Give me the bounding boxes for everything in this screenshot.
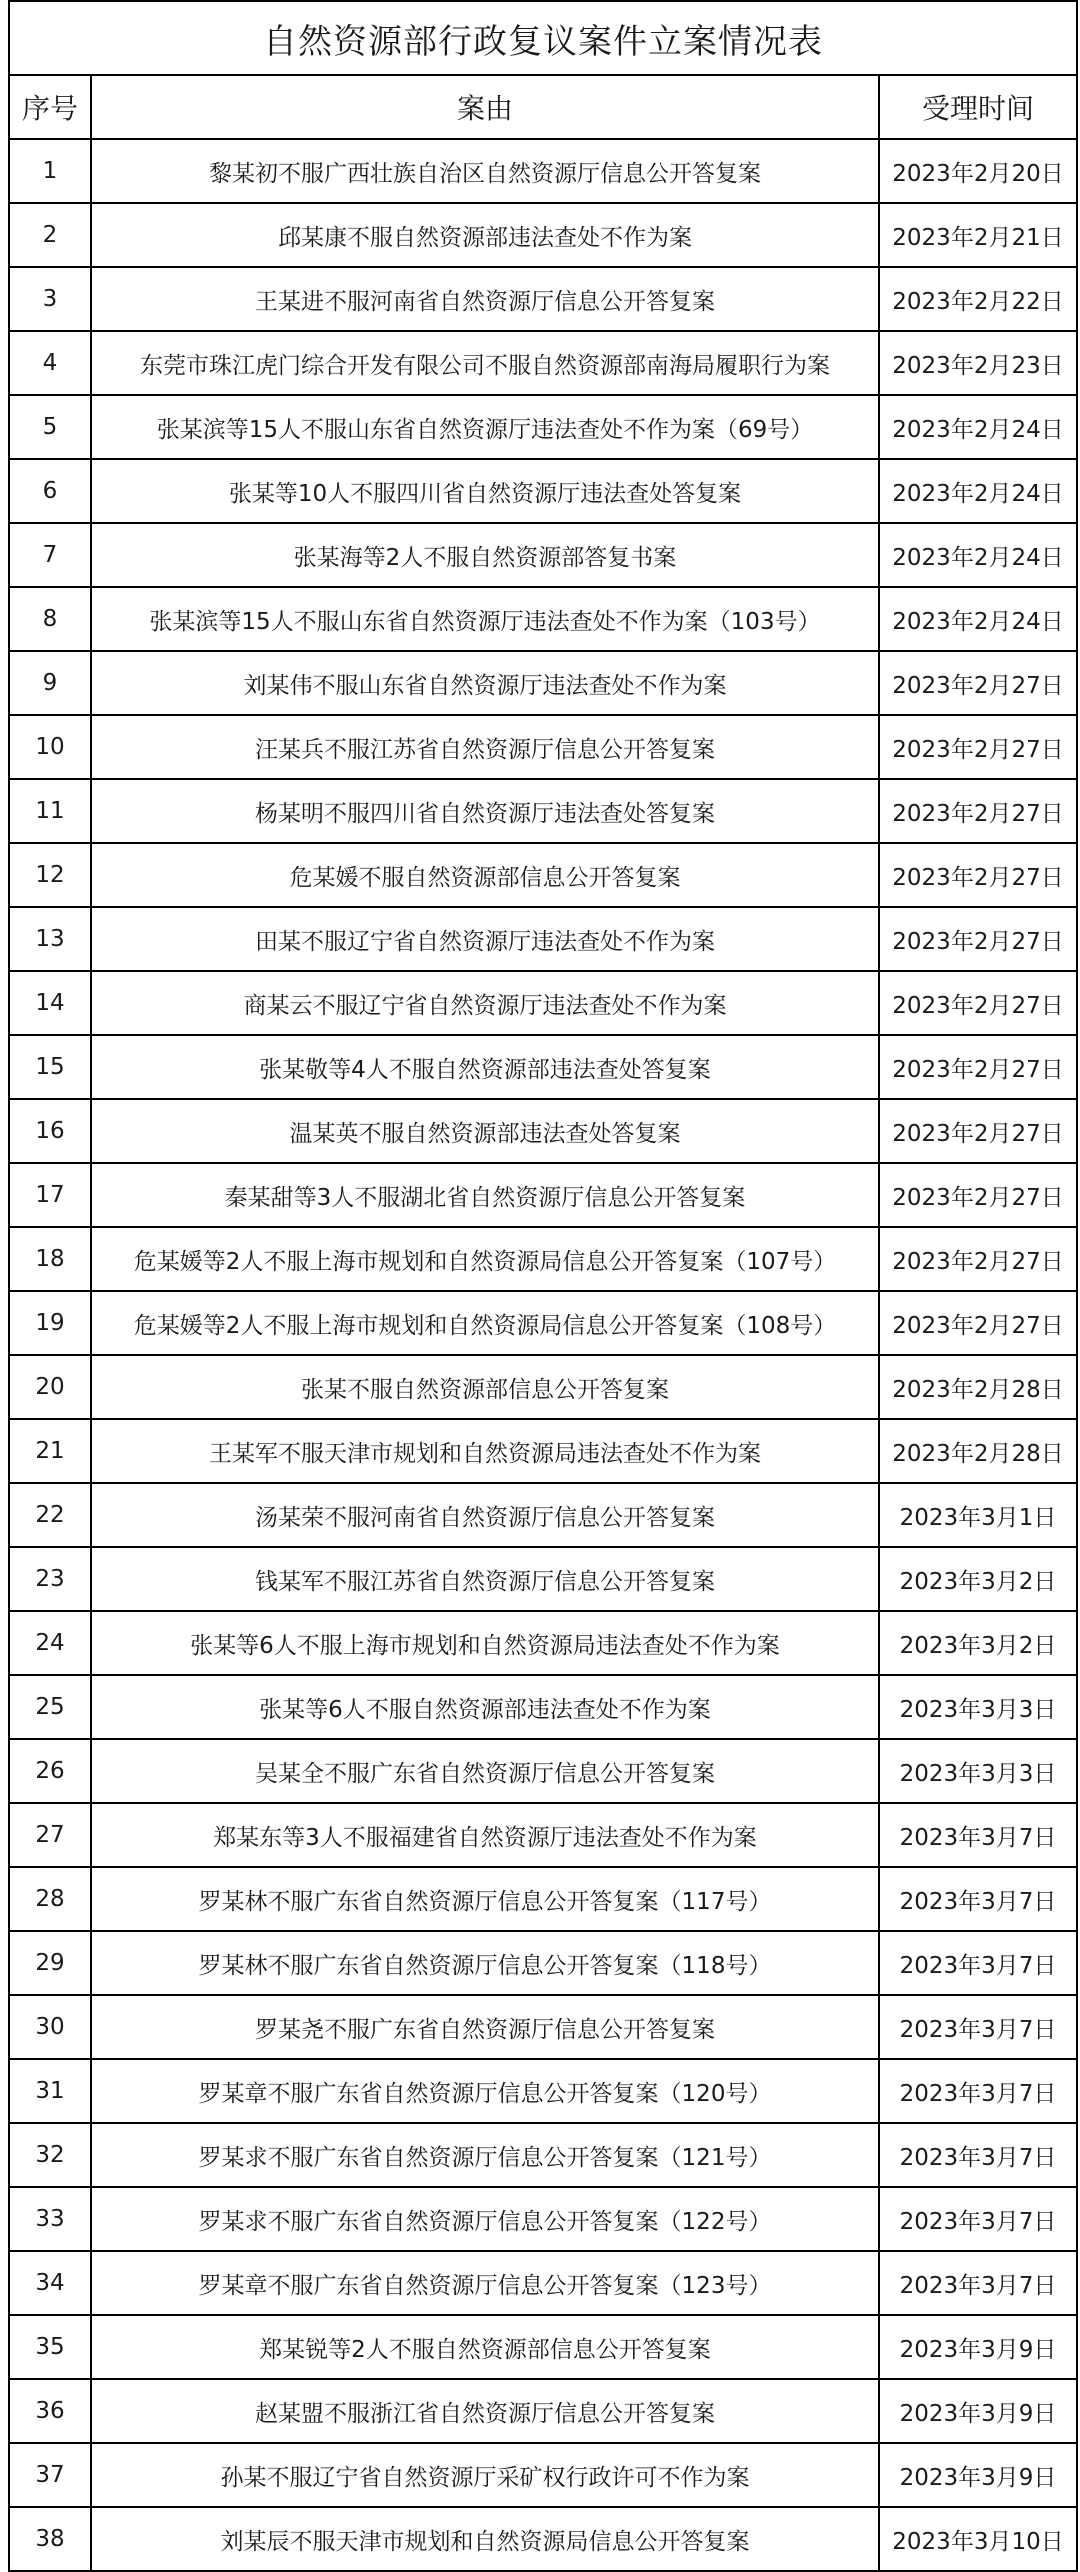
row-no-cell: 36	[9, 2379, 91, 2443]
header-row	[9, 75, 1077, 139]
row-case-cell: 罗某林不服广东省自然资源厅信息公开答复案（117号）	[91, 1867, 879, 1931]
row-case-cell: 危某媛等2人不服上海市规划和自然资源局信息公开答复案（108号）	[91, 1291, 879, 1355]
row-date-cell: 2023年3月9日	[879, 2443, 1077, 2507]
table-row	[9, 1675, 1077, 1739]
table-row	[9, 1163, 1077, 1227]
row-no-cell: 34	[9, 2251, 91, 2315]
table-row	[9, 1739, 1077, 1803]
row-case-cell: 王某军不服天津市规划和自然资源局违法查处不作为案	[91, 1419, 879, 1483]
row-case-cell: 危某媛不服自然资源部信息公开答复案	[91, 843, 879, 907]
row-case-cell: 赵某盟不服浙江省自然资源厅信息公开答复案	[91, 2379, 879, 2443]
table-row	[9, 2059, 1077, 2123]
table-row	[9, 267, 1077, 331]
row-case-cell: 秦某甜等3人不服湖北省自然资源厅信息公开答复案	[91, 1163, 879, 1227]
row-case-cell: 张某滨等15人不服山东省自然资源厅违法查处不作为案（103号）	[91, 587, 879, 651]
table-row	[9, 587, 1077, 651]
row-date-cell: 2023年2月28日	[879, 1419, 1077, 1483]
row-no-cell: 25	[9, 1675, 91, 1739]
row-no-cell: 14	[9, 971, 91, 1035]
row-case-cell: 王某进不服河南省自然资源厅信息公开答复案	[91, 267, 879, 331]
row-case-cell: 罗某尧不服广东省自然资源厅信息公开答复案	[91, 1995, 879, 2059]
case-table	[8, 0, 1078, 2572]
table-row	[9, 1483, 1077, 1547]
row-case-cell: 钱某军不服江苏省自然资源厅信息公开答复案	[91, 1547, 879, 1611]
row-case-cell: 张某敬等4人不服自然资源部违法查处答复案	[91, 1035, 879, 1099]
table-row	[9, 2315, 1077, 2379]
table-row	[9, 2187, 1077, 2251]
row-date-cell: 2023年3月1日	[879, 1483, 1077, 1547]
table-row	[9, 2507, 1077, 2571]
row-case-cell: 张某海等2人不服自然资源部答复书案	[91, 523, 879, 587]
row-date-cell: 2023年2月27日	[879, 971, 1077, 1035]
row-date-cell: 2023年2月24日	[879, 523, 1077, 587]
table-row	[9, 907, 1077, 971]
row-date-cell: 2023年2月27日	[879, 715, 1077, 779]
row-no-cell: 16	[9, 1099, 91, 1163]
row-date-cell: 2023年3月7日	[879, 2123, 1077, 2187]
row-date-cell: 2023年2月24日	[879, 395, 1077, 459]
row-case-cell: 刘某伟不服山东省自然资源厅违法查处不作为案	[91, 651, 879, 715]
row-date-cell: 2023年2月24日	[879, 459, 1077, 523]
row-no-cell: 33	[9, 2187, 91, 2251]
table-row	[9, 139, 1077, 203]
row-case-cell: 罗某章不服广东省自然资源厅信息公开答复案（120号）	[91, 2059, 879, 2123]
row-case-cell: 危某媛等2人不服上海市规划和自然资源局信息公开答复案（107号）	[91, 1227, 879, 1291]
row-no-cell: 32	[9, 2123, 91, 2187]
row-case-cell: 郑某东等3人不服福建省自然资源厅违法查处不作为案	[91, 1803, 879, 1867]
row-date-cell: 2023年2月21日	[879, 203, 1077, 267]
row-date-cell: 2023年3月3日	[879, 1739, 1077, 1803]
row-no-cell: 11	[9, 779, 91, 843]
row-date-cell: 2023年2月27日	[879, 1035, 1077, 1099]
row-case-cell: 东莞市珠江虎门综合开发有限公司不服自然资源部南海局履职行为案	[91, 331, 879, 395]
row-date-cell: 2023年2月27日	[879, 1163, 1077, 1227]
row-no-cell: 8	[9, 587, 91, 651]
row-no-cell: 18	[9, 1227, 91, 1291]
row-no-cell: 31	[9, 2059, 91, 2123]
row-date-cell: 2023年2月28日	[879, 1355, 1077, 1419]
row-no-cell: 24	[9, 1611, 91, 1675]
row-no-cell: 3	[9, 267, 91, 331]
row-case-cell: 郑某锐等2人不服自然资源部信息公开答复案	[91, 2315, 879, 2379]
header-date: 受理时间	[879, 75, 1077, 139]
row-date-cell: 2023年3月3日	[879, 1675, 1077, 1739]
row-date-cell: 2023年3月9日	[879, 2315, 1077, 2379]
row-case-cell: 罗某林不服广东省自然资源厅信息公开答复案（118号）	[91, 1931, 879, 1995]
table-row	[9, 1803, 1077, 1867]
row-case-cell: 汪某兵不服江苏省自然资源厅信息公开答复案	[91, 715, 879, 779]
row-date-cell: 2023年2月24日	[879, 587, 1077, 651]
row-date-cell: 2023年3月7日	[879, 1931, 1077, 1995]
row-case-cell: 张某不服自然资源部信息公开答复案	[91, 1355, 879, 1419]
row-case-cell: 罗某章不服广东省自然资源厅信息公开答复案（123号）	[91, 2251, 879, 2315]
row-no-cell: 13	[9, 907, 91, 971]
row-case-cell: 邱某康不服自然资源部违法查处不作为案	[91, 203, 879, 267]
row-no-cell: 10	[9, 715, 91, 779]
table-row	[9, 1291, 1077, 1355]
table-row	[9, 1611, 1077, 1675]
row-no-cell: 9	[9, 651, 91, 715]
row-case-cell: 罗某求不服广东省自然资源厅信息公开答复案（121号）	[91, 2123, 879, 2187]
row-no-cell: 26	[9, 1739, 91, 1803]
row-no-cell: 30	[9, 1995, 91, 2059]
table-row	[9, 1227, 1077, 1291]
table-title: 自然资源部行政复议案件立案情况表	[9, 1, 1077, 75]
table-row	[9, 1099, 1077, 1163]
row-case-cell: 吴某全不服广东省自然资源厅信息公开答复案	[91, 1739, 879, 1803]
case-register-sheet	[8, 0, 1076, 2572]
row-case-cell: 孙某不服辽宁省自然资源厅采矿权行政许可不作为案	[91, 2443, 879, 2507]
row-no-cell: 4	[9, 331, 91, 395]
row-case-cell: 刘某辰不服天津市规划和自然资源局信息公开答复案	[91, 2507, 879, 2571]
table-row	[9, 1995, 1077, 2059]
row-case-cell: 杨某明不服四川省自然资源厅违法查处答复案	[91, 779, 879, 843]
row-date-cell: 2023年3月7日	[879, 2059, 1077, 2123]
row-no-cell: 1	[9, 139, 91, 203]
table-row	[9, 843, 1077, 907]
row-no-cell: 20	[9, 1355, 91, 1419]
row-no-cell: 38	[9, 2507, 91, 2571]
row-case-cell: 汤某荣不服河南省自然资源厅信息公开答复案	[91, 1483, 879, 1547]
header-no: 序号	[9, 75, 91, 139]
row-date-cell: 2023年3月7日	[879, 1995, 1077, 2059]
row-no-cell: 19	[9, 1291, 91, 1355]
row-date-cell: 2023年3月2日	[879, 1611, 1077, 1675]
row-date-cell: 2023年2月27日	[879, 1291, 1077, 1355]
row-no-cell: 23	[9, 1547, 91, 1611]
row-date-cell: 2023年2月27日	[879, 1227, 1077, 1291]
table-row	[9, 779, 1077, 843]
row-date-cell: 2023年2月27日	[879, 843, 1077, 907]
row-no-cell: 28	[9, 1867, 91, 1931]
row-date-cell: 2023年2月23日	[879, 331, 1077, 395]
row-no-cell: 29	[9, 1931, 91, 1995]
row-date-cell: 2023年3月7日	[879, 2251, 1077, 2315]
row-date-cell: 2023年3月10日	[879, 2507, 1077, 2571]
header-case: 案由	[91, 75, 879, 139]
row-no-cell: 5	[9, 395, 91, 459]
row-case-cell: 黎某初不服广西壮族自治区自然资源厅信息公开答复案	[91, 139, 879, 203]
title-row	[9, 1, 1077, 75]
row-no-cell: 17	[9, 1163, 91, 1227]
row-date-cell: 2023年3月7日	[879, 1867, 1077, 1931]
table-row	[9, 971, 1077, 1035]
row-no-cell: 35	[9, 2315, 91, 2379]
table-row	[9, 395, 1077, 459]
row-no-cell: 6	[9, 459, 91, 523]
row-date-cell: 2023年3月2日	[879, 1547, 1077, 1611]
table-row	[9, 1931, 1077, 1995]
row-no-cell: 15	[9, 1035, 91, 1099]
row-no-cell: 7	[9, 523, 91, 587]
row-date-cell: 2023年3月9日	[879, 2379, 1077, 2443]
table-row	[9, 1419, 1077, 1483]
row-date-cell: 2023年3月7日	[879, 1803, 1077, 1867]
table-row	[9, 459, 1077, 523]
row-date-cell: 2023年2月22日	[879, 267, 1077, 331]
table-row	[9, 1547, 1077, 1611]
row-date-cell: 2023年3月7日	[879, 2187, 1077, 2251]
table-row	[9, 523, 1077, 587]
table-row	[9, 2379, 1077, 2443]
row-no-cell: 2	[9, 203, 91, 267]
row-no-cell: 21	[9, 1419, 91, 1483]
row-case-cell: 罗某求不服广东省自然资源厅信息公开答复案（122号）	[91, 2187, 879, 2251]
table-body	[9, 139, 1077, 2571]
row-no-cell: 12	[9, 843, 91, 907]
table-row	[9, 2251, 1077, 2315]
row-no-cell: 27	[9, 1803, 91, 1867]
row-date-cell: 2023年2月27日	[879, 907, 1077, 971]
row-no-cell: 37	[9, 2443, 91, 2507]
row-case-cell: 商某云不服辽宁省自然资源厅违法查处不作为案	[91, 971, 879, 1035]
row-date-cell: 2023年2月20日	[879, 139, 1077, 203]
row-no-cell: 22	[9, 1483, 91, 1547]
row-case-cell: 张某等6人不服上海市规划和自然资源局违法查处不作为案	[91, 1611, 879, 1675]
row-case-cell: 温某英不服自然资源部违法查处答复案	[91, 1099, 879, 1163]
row-case-cell: 张某滨等15人不服山东省自然资源厅违法查处不作为案（69号）	[91, 395, 879, 459]
table-row	[9, 331, 1077, 395]
row-case-cell: 张某等6人不服自然资源部违法查处不作为案	[91, 1675, 879, 1739]
row-date-cell: 2023年2月27日	[879, 1099, 1077, 1163]
table-row	[9, 203, 1077, 267]
table-row	[9, 651, 1077, 715]
row-date-cell: 2023年2月27日	[879, 779, 1077, 843]
row-date-cell: 2023年2月27日	[879, 651, 1077, 715]
table-row	[9, 2443, 1077, 2507]
table-row	[9, 1355, 1077, 1419]
table-row	[9, 1035, 1077, 1099]
table-row	[9, 715, 1077, 779]
row-case-cell: 田某不服辽宁省自然资源厅违法查处不作为案	[91, 907, 879, 971]
row-case-cell: 张某等10人不服四川省自然资源厅违法查处答复案	[91, 459, 879, 523]
table-row	[9, 1867, 1077, 1931]
table-row	[9, 2123, 1077, 2187]
